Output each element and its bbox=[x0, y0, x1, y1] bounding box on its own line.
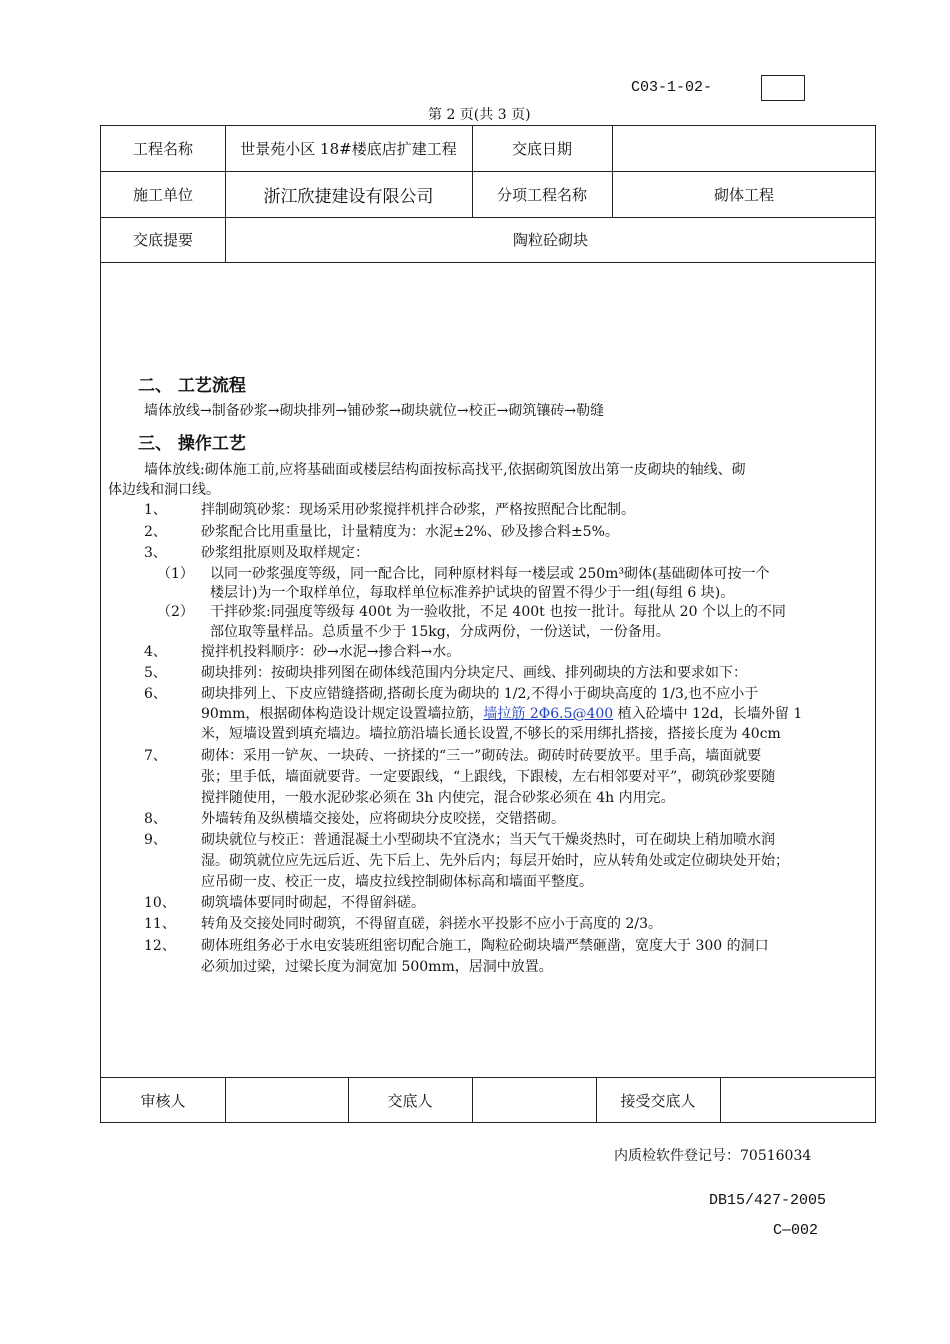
process-flow: 墙体放线→制备砂浆→砌块排列→铺砂浆→砌块就位→校正→砌筑镶砖→勒缝 bbox=[144, 403, 605, 419]
page-info: 第 2 页(共 3 页) bbox=[428, 107, 531, 123]
item-12-line-2: 必须加过梁，过梁长度为洞宽加 500mm，居洞中放置。 bbox=[201, 959, 553, 975]
registration-number: 内质检软件登记号：70516034 bbox=[614, 1148, 812, 1164]
summary-label: 交底提要 bbox=[132, 231, 193, 249]
item-5-text: 砌块排列：按砌块排列图在砌体线范围内分块定尺、画线、排列砌块的方法和要求如下： bbox=[201, 665, 747, 681]
receiver-label: 接受交底人 bbox=[620, 1091, 696, 1110]
item-12-number: 12、 bbox=[144, 938, 176, 954]
reviewer-label: 审核人 bbox=[140, 1091, 186, 1110]
item-1-number: 1、 bbox=[144, 502, 167, 518]
disclosure-date-value bbox=[612, 126, 876, 171]
sub-1-number: （1） bbox=[157, 566, 194, 582]
item-9-number: 9、 bbox=[144, 832, 167, 848]
item-6-line-2 bbox=[201, 703, 802, 723]
contractor-value: 浙江欣捷建设有限公司 bbox=[263, 186, 434, 207]
item-10-number: 10、 bbox=[144, 895, 176, 911]
project-name-value: 世景苑小区 18#楼底店扩建工程 bbox=[240, 140, 457, 158]
section-2-title: 二、 工艺流程 bbox=[138, 376, 246, 396]
item-6-line-3: 米，短墙设置到填充墙边。墙拉筋沿墙长通长设置,不够长的采用绑扎搭接，搭接长度为 40cm bbox=[201, 726, 781, 742]
sub-1-line-1: 以同一砂浆强度等级，同一配合比，同种原材料每一楼层或 250m³砌体(基础砌体可按一个 bbox=[210, 566, 770, 582]
item-4-text: 搅拌机投料顺序：砂→水泥→掺合料→水。 bbox=[201, 644, 461, 660]
item-7-number: 7、 bbox=[144, 748, 167, 764]
item-6-line-2-post: 植入砼墙中 12d，长墙外留 1 bbox=[613, 706, 803, 722]
item-11-number: 11、 bbox=[144, 916, 176, 932]
item-6-line-1: 砌块排列上、下皮应错缝搭砌,搭砌长度为砌块的 1/2,不得小于砌块高度的 1/3,也不应小于 bbox=[201, 686, 759, 702]
section-3-title: 三、 操作工艺 bbox=[138, 434, 246, 454]
item-2-number: 2、 bbox=[144, 524, 167, 540]
sub-1-line-2: 楼层计)为一个取样单位，每取样单位标准养护试块的留置不得少于一组(每组 6 块)。 bbox=[210, 585, 735, 601]
item-11-text: 转角及交接处同时砌筑，不得留直磋，斜搓水平投影不应小于高度的 2/3。 bbox=[201, 916, 662, 932]
item-6-line-2-pre: 90mm，根据砌体构造设计规定设置墙拉筋， bbox=[201, 706, 484, 722]
form-number: C—002 bbox=[773, 1222, 819, 1239]
item-8-text: 外墙转角及纵横墙交接处，应将砌块分皮咬搓，交错搭砌。 bbox=[201, 811, 565, 827]
disclosure-date-label: 交底日期 bbox=[511, 140, 572, 158]
item-8-number: 8、 bbox=[144, 811, 167, 827]
item-10-text: 砌筑墙体要同时砌起，不得留斜磋。 bbox=[201, 895, 425, 911]
standard-number: DB15/427-2005 bbox=[709, 1192, 827, 1209]
summary-value: 陶粒砼砌块 bbox=[512, 231, 588, 249]
item-9-line-1: 砌块就位与校正：普通混凝土小型砌块不宜浇水；当天气干燥炎热时，可在砌块上稍加喷水润 bbox=[201, 832, 775, 848]
item-3-text: 砂浆组批原则及取样规定： bbox=[201, 545, 369, 561]
item-2-text: 砂浆配合比用重量比，计量精度为：水泥±2%、砂及掺合料±5%。 bbox=[201, 524, 619, 540]
intro-line-1: 墙体放线:砌体施工前,应将基础面或楼层结构面按标高找平,依据砌筑图放出第一皮砌块的轴线、砌 bbox=[144, 462, 746, 478]
subproject-value: 砌体工程 bbox=[713, 185, 774, 204]
item-12-line-1: 砌体班组务必于水电安装班组密切配合施工，陶粒砼砌块墙严禁砸凿，宽度大于 300 的洞口 bbox=[201, 938, 769, 954]
item-7-line-3: 搅拌随使用，一般水泥砂浆必须在 3h 内使完，混合砂浆必须在 4h 内用完。 bbox=[201, 790, 675, 806]
item-7-line-1: 砌体：采用一铲灰、一块砖、一挤揉的“三一”砌砖法。砌砖时砖要放平。里手高，墙面就要 bbox=[201, 748, 762, 764]
discloser-label: 交底人 bbox=[387, 1091, 433, 1110]
doc-code-box bbox=[761, 75, 805, 101]
sub-2-line-2: 部位取等量样品。总质量不少于 15kg，分成两份，一份送试，一份备用。 bbox=[210, 624, 670, 640]
item-5-number: 5、 bbox=[144, 665, 167, 681]
intro-line-2: 体边线和洞口线。 bbox=[108, 482, 220, 498]
sub-2-number: （2） bbox=[157, 604, 194, 620]
subproject-label: 分项工程名称 bbox=[496, 185, 587, 204]
project-name-label: 工程名称 bbox=[132, 140, 193, 158]
sub-2-line-1: 干拌砂浆:同强度等级每 400t 为一验收批，不足 400t 也按一批计。每批从 20 个以上的不同 bbox=[210, 604, 786, 620]
contractor-label: 施工单位 bbox=[132, 185, 193, 204]
item-1-text: 拌制砌筑砂浆：现场采用砂浆搅拌机拌合砂浆，严格按照配合比配制。 bbox=[201, 502, 635, 518]
item-9-line-3: 应吊砌一皮、校正一皮，墙皮拉线控制砌体标高和墙面平整度。 bbox=[201, 874, 593, 890]
item-6-number: 6、 bbox=[144, 686, 167, 702]
item-7-line-2: 张；里手低，墙面就要背。一定要跟线，“上跟线，下跟棱，左右相邻要对平”，砌筑砂浆要随 bbox=[201, 769, 776, 785]
item-9-line-2: 湿。砌筑就位应先远后近、先下后上、先外后内；每层开始时，应从转角处或定位砌块处开始； bbox=[201, 853, 789, 869]
item-4-number: 4、 bbox=[144, 644, 167, 660]
item-3-number: 3、 bbox=[144, 545, 167, 561]
wall-rebar-link[interactable]: 墙拉筋 2Φ6.5@400 bbox=[483, 706, 614, 722]
doc-code: C03-1-02- bbox=[631, 79, 713, 96]
